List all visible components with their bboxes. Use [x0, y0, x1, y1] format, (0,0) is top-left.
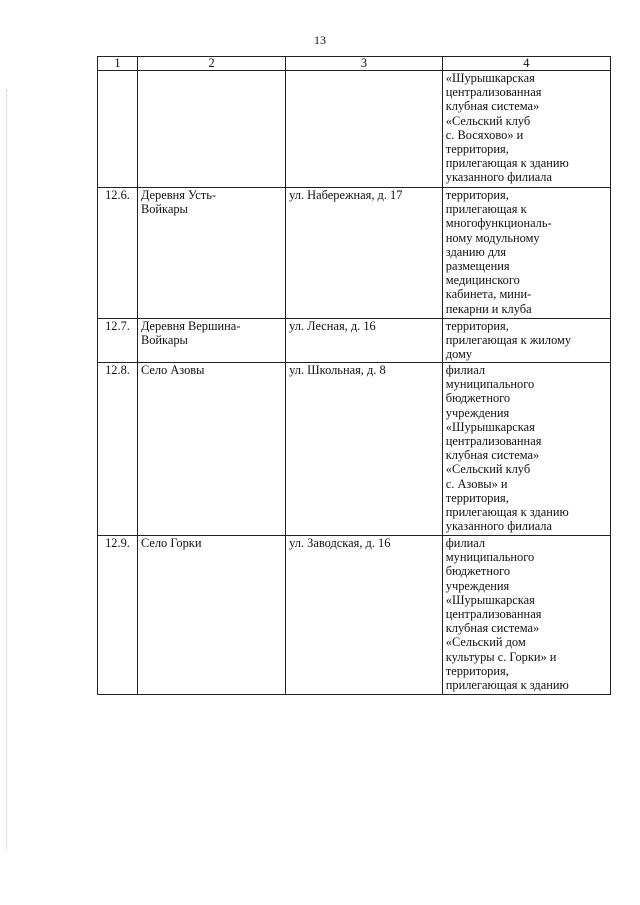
address-cell [286, 363, 443, 536]
object-line: указанного филиала [445, 519, 552, 534]
object-line: централизованная [445, 85, 542, 100]
settlement-line: Село Горки [140, 536, 202, 550]
object-line: клубная система» [445, 448, 540, 463]
object-cell [442, 319, 610, 363]
page-number: 13 [314, 33, 326, 47]
object-line: территория, [445, 142, 509, 157]
settlement-line: Деревня Усть- [140, 188, 216, 202]
object-line: филиал [445, 536, 486, 550]
table-header-row [98, 57, 611, 71]
object-line: ному модульному [445, 230, 540, 245]
object-cell [442, 188, 610, 319]
object-line: «Шурышкарская [445, 592, 535, 607]
settlement-line: Войкары [140, 202, 188, 217]
address-cell [286, 319, 443, 363]
row-number-cell: 12.8. [98, 363, 138, 536]
row-number-cell: 12.7. [98, 319, 138, 363]
settlement-line: Войкары [140, 333, 188, 348]
address-cell [286, 188, 443, 319]
address-line: ул. Школьная, д. 8 [289, 363, 386, 377]
scan-edge-artifact [6, 90, 8, 850]
header-cell-3: 3 [286, 57, 443, 71]
object-line: «Шурышкарская [445, 71, 535, 85]
object-line: многофункциональ- [445, 216, 552, 231]
object-line: бюджетного [445, 391, 511, 406]
address-cell [286, 71, 443, 188]
object-line: прилегающая к зданию [445, 678, 569, 693]
header-cell-2: 2 [137, 57, 285, 71]
object-line: прилегающая к зданию [445, 156, 569, 171]
table-row [98, 188, 611, 319]
settlement-cell [137, 319, 285, 363]
object-line: централизованная [445, 607, 542, 622]
object-line: централизованная [445, 434, 542, 449]
object-line: «Шурышкарская [445, 419, 535, 434]
address-line: ул. Набережная, д. 17 [289, 188, 403, 202]
object-line: бюджетного [445, 564, 511, 579]
table-row [98, 363, 611, 536]
header-cell-4: 4 [442, 57, 610, 71]
object-line: территория, [445, 319, 509, 333]
object-line: учреждения [445, 578, 510, 593]
object-cell [442, 363, 610, 536]
settlement-cell [137, 363, 285, 536]
table-row [98, 536, 611, 695]
object-line: территория, [445, 188, 509, 202]
settlement-cell [137, 71, 285, 188]
object-line: прилегающая к зданию [445, 505, 569, 520]
row-number-cell: 12.9. [98, 536, 138, 695]
object-line: зданию для [445, 244, 507, 259]
object-line: муниципального [445, 377, 535, 392]
address-line: ул. Заводская, д. 16 [289, 536, 391, 550]
settlement-cell [137, 536, 285, 695]
object-cell [442, 71, 610, 188]
object-line: «Сельский дом [445, 635, 526, 650]
object-line: прилегающая к жилому [445, 333, 572, 348]
object-line: «Сельский клуб [445, 462, 531, 477]
object-cell [442, 536, 610, 695]
row-number-cell: 12.6. [98, 188, 138, 319]
object-line: дому [445, 347, 473, 362]
object-line: культуры с. Горки» и [445, 649, 557, 664]
document-table [97, 56, 611, 695]
object-line: учреждения [445, 405, 510, 420]
object-line: указанного филиала [445, 170, 552, 185]
object-line: пекарни и клуба [445, 301, 532, 316]
object-line: медицинского [445, 273, 520, 288]
object-line: кабинета, мини- [445, 287, 532, 302]
object-line: размещения [445, 259, 510, 274]
object-line: территория, [445, 490, 509, 505]
object-line: «Сельский клуб [445, 113, 531, 128]
object-line: территория, [445, 663, 509, 678]
header-cell-1: 1 [98, 57, 138, 71]
table-row [98, 319, 611, 363]
object-line: филиал [445, 363, 486, 377]
object-line: с. Восяхово» и [445, 127, 524, 142]
row-number-cell [98, 71, 138, 188]
settlement-line: Деревня Вершина- [140, 319, 241, 333]
object-line: прилегающая к [445, 202, 527, 217]
settlement-cell [137, 188, 285, 319]
object-line: муниципального [445, 550, 535, 565]
address-line: ул. Лесная, д. 16 [289, 319, 376, 333]
object-line: клубная система» [445, 99, 540, 114]
settlement-line: Село Азовы [140, 363, 205, 377]
object-line: с. Азовы» и [445, 476, 508, 491]
address-cell [286, 536, 443, 695]
table-row [98, 71, 611, 188]
object-line: клубная система» [445, 621, 540, 636]
